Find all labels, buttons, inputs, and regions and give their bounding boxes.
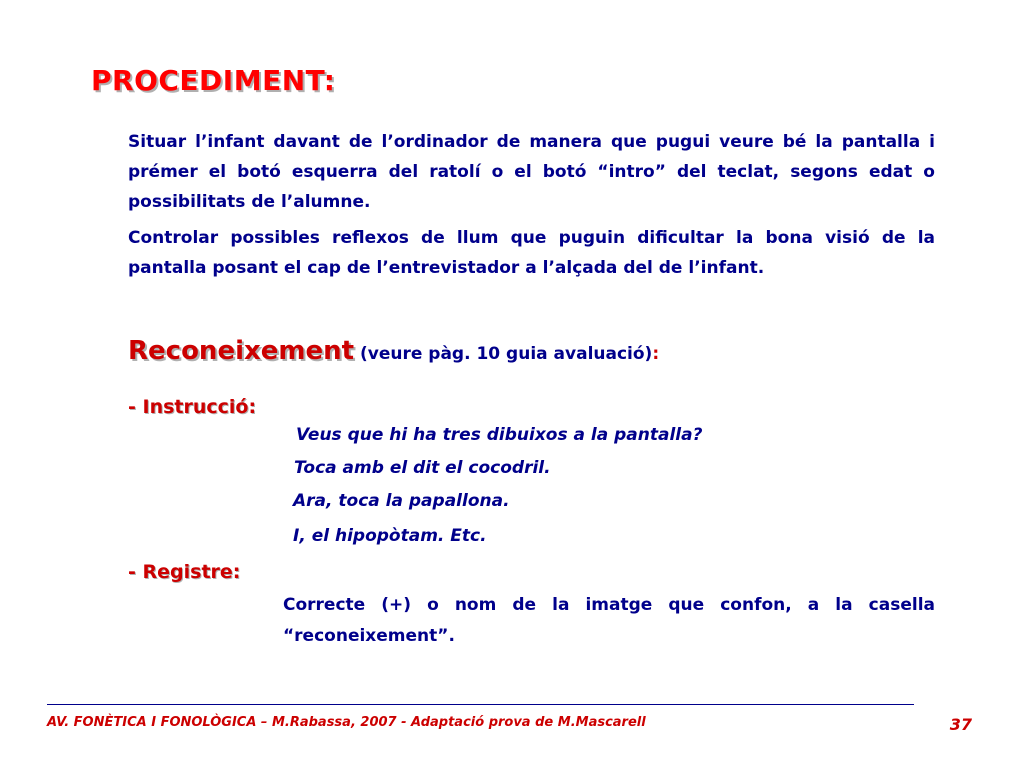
page-number: 37 bbox=[949, 715, 972, 734]
register-heading: - Registre: bbox=[128, 561, 241, 583]
page-title: PROCEDIMENT: bbox=[91, 64, 336, 97]
instruction-line: I, el hipopòtam. Etc. bbox=[293, 526, 487, 546]
section-heading bbox=[128, 336, 659, 366]
procedure-paragraph-2: Controlar possibles reflexos de llum que puguin dificultar la bona visió de la pantalla posant el cap de l’entrevistador a l’alçada del de l’infant. bbox=[128, 228, 935, 278]
instruction-line: Ara, toca la papallona. bbox=[293, 491, 510, 511]
footer-divider bbox=[47, 704, 914, 705]
section-reference: (veure pàg. 10 guia avaluació) bbox=[354, 344, 653, 364]
instruction-line: Toca amb el dit el cocodril. bbox=[294, 458, 551, 478]
register-text: Correcte (+) o nom de la imatge que confon, a la casella “reconeixement”. bbox=[283, 595, 935, 646]
section-colon: : bbox=[652, 344, 660, 364]
procedure-paragraph-1: Situar l’infant davant de l’ordinador de manera que pugui veure bé la pantalla i prémer el botó esquerra del ratolí o el botó “intro” del teclat, segons edat o possibilitats de l’alumne. bbox=[128, 132, 935, 212]
footer-text: AV. FONÈTICA I FONOLÒGICA – M.Rabassa, 2007 - Adaptació prova de M.Mascarell bbox=[47, 715, 646, 730]
section-title: Reconeixement bbox=[128, 336, 355, 366]
instruction-line: Veus que hi ha tres dibuixos a la pantalla? bbox=[296, 425, 703, 445]
instruction-heading: - Instrucció: bbox=[128, 396, 257, 418]
